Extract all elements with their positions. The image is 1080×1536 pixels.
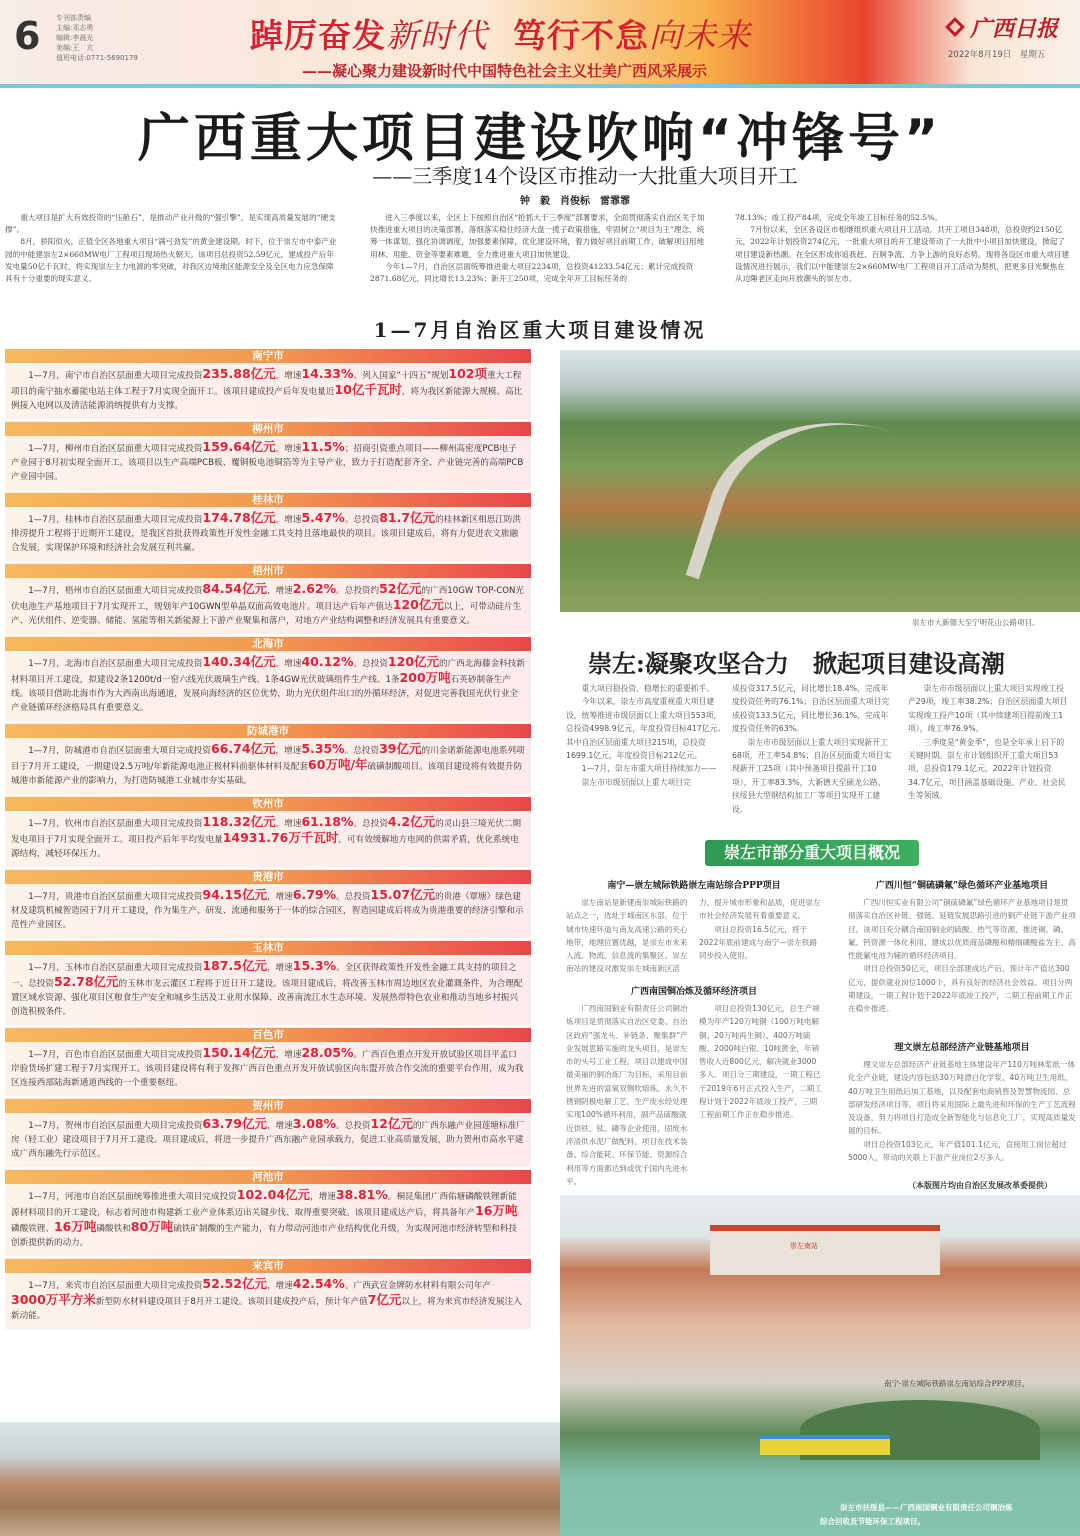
- paragraph: 理文崇左总部经济产业链基地主体建设年产110万吨林浆纸一体化全产业链，建设内容包括30万吨漂白化学浆、40万吨卫生用纸、40万吨卫生用纸后加工基地，以及配套电商销售及智慧物流园、总部研发经济项目等。项目将采用国际上最先进和环保的生产工艺流程及设备，努力将项目打造成全新智能化与信息化工厂，实现高质量发展的目标。: [848, 1060, 1076, 1136]
- masthead-banner: [0, 0, 1080, 88]
- highlight-figure: 16万吨: [475, 1203, 518, 1218]
- section-title: 1—7月自治区重大项目建设情况: [373, 318, 707, 342]
- road-project-photo: [560, 350, 1080, 612]
- text-run: 的贵港（覃塘）绿色建材及建筑机械智造园于7月开工建设，作为集生产、研发、流通和服务于一体的综合园区，智造园建成后将成为贵港重要的经济引擎和示范性产业园区。: [11, 892, 524, 930]
- city-box: [5, 637, 531, 720]
- credit-line: 专刊部责编: [56, 14, 91, 22]
- text-run: ；招商引资重点项目——柳州高密度PCB电子产业园于8月初实现全面开工。该项目以生产高端PCB板、覆铜板电池铜箔等为主导产业，致力于打造配套齐全、产业链完善的高端PCB产业园中园。: [11, 444, 524, 482]
- paragraph: 今年1—7月，自治区层面统筹推进重大项目2234项，总投资41233.54亿元；累计完成投资2871.68亿元，同比增长13.23%；新开工250项，完成全年开工目标任务的: [370, 261, 694, 284]
- highlight-figure: 174.78亿元: [202, 510, 276, 525]
- city-header: 玉林市: [5, 941, 531, 955]
- photo-caption: 综合回收及节能环保工程项目。: [820, 1517, 925, 1526]
- text-run: 磷酸铁和: [96, 1224, 131, 1234]
- text-run: ，可有效缓解地方电网的供需矛盾，优化系统电源结构，减轻环保压力。: [11, 835, 519, 859]
- city-header: 来宾市: [5, 1259, 531, 1273]
- chongzuo-column: [566, 682, 726, 789]
- highlight-figure: 39亿元: [379, 741, 422, 756]
- factory: [760, 1435, 890, 1455]
- headline: 广西重大项目建设吹响“冲锋号”: [137, 109, 943, 169]
- highlight-figure: 52.52亿元: [202, 1276, 267, 1291]
- highlight-figure: 38.81%: [335, 1187, 388, 1202]
- text-run: 1—7月，桂林市自治区层面重大项目完成投资: [28, 515, 203, 525]
- text-run: 。广西武宣金牌防水材料有限公司年产: [344, 1281, 491, 1291]
- city-box: [5, 1028, 531, 1095]
- city-text: [5, 578, 531, 633]
- text-run: ，增速: [275, 746, 302, 756]
- city-box: [5, 422, 531, 489]
- highlight-figure: 159.64亿元: [202, 439, 276, 454]
- highlight-figure: 81.7亿元: [379, 510, 436, 525]
- paragraph: 今年以来，崇左市高度重视重大项目建设，统筹推进市级层面以上重大项目553项，总投资4998.9亿元，年度投资目标417亿元。其中自治区层面重大项目215项，总投资1699.1亿元，年度投资目标212亿元。: [566, 697, 726, 761]
- project-title: 理文崇左总部经济产业链基地项目: [894, 1043, 1030, 1053]
- city-text: [5, 651, 531, 720]
- city-box: [5, 941, 531, 1024]
- text-run: 1—7月，防城港市自治区层面重大项目完成投资: [28, 746, 211, 756]
- city-header: 柳州市: [5, 422, 531, 436]
- project-article: [848, 878, 1076, 1016]
- text-run: 。列入国家“十四五”规划: [353, 371, 449, 381]
- editor-credits: [56, 13, 138, 63]
- station-building: [710, 1225, 940, 1275]
- city-box: [5, 1170, 531, 1255]
- credit-line: 主编:邓志勇: [56, 24, 94, 32]
- text-run: 的玉林市龙云灌区工程将于近日开工建设。该项目建成后，将改善玉林市周边地区农业灌溉条件，为合理配置区域水资源、强化项目区粮食生产安全和城乡生活及工业用水保障、改善南流江水生态环境、发展热带特色农业和推动当地乡村振兴创造积极条件。: [11, 979, 523, 1017]
- text-run: 的广西东融产业园莲塘标准厂房（轻工业）建设项目于7月开工建设。项目建成后，将进一步提升广西东融产业园承载力，促进工业高质量发展，助力贺州市高水平建成广西东融先行示范区。: [11, 1121, 525, 1159]
- byline: 钟 毅 肖俊标 雷霏霏: [520, 196, 630, 207]
- slogan-part: 踔厉奋发: [250, 16, 386, 55]
- highlight-figure: 52亿元: [379, 581, 422, 596]
- paragraph: 进入三季度以来，全区上下按照自治区“抢抓大干三季度”部署要求，全面贯彻落实自治区关于加快推进重大项目的决策部署，落细落实稳住经济大盘一揽子政策措施，牢固树立“项目为王”理念，统筹一体谋划，强化协调调度，加强要素保障，优化建设环境，着力做好项目前期工作，破解项目用地用林、用能、资金等要素难题，全力推进重大项目加快建设。: [370, 213, 705, 259]
- text-run: 1—7月，河池市自治区层面统筹推进重大项目完成投资: [28, 1192, 237, 1202]
- photo-credit: （本版图片均由自治区发展改革委提供）: [908, 1181, 1052, 1190]
- project-article: [848, 1040, 1076, 1164]
- project-article: [566, 984, 822, 1194]
- chongzuo-title: 崇左:凝聚攻坚合力 掀起项目建设高潮: [588, 649, 1005, 678]
- city-text: [5, 1113, 531, 1166]
- paragraph: 7月份以来，全区各设区市相继组织重大项目开工活动，共开工项目348项，总投资约2150亿元，2022年计划投资274亿元，一批重大项目的开工建设带动了一大批中小项目加快建设，掀起了项目建设新热潮。在全区形成你追我赶、百舸争流、力争上游的良好态势。现将各设区市重大项目建设情况进行展示，我们以中能建崇左2×660MW电厂工程项目开工活动为契机，把更多目光聚焦在从边陲老区走向开放潮头的崇左市。: [735, 225, 1070, 284]
- text-run: ，增速: [266, 1121, 293, 1131]
- text-run: 。总投资: [336, 1121, 371, 1131]
- issue-date: 2022年8月19日 星期五: [948, 50, 1046, 60]
- project-title: 广西川恒“铜硫磷氟”绿色循环产业基地项目: [875, 881, 1049, 891]
- slogan-part: 笃行不怠: [512, 16, 649, 55]
- city-text: [5, 1042, 531, 1095]
- city-header: 钦州市: [5, 797, 531, 811]
- text-run: 1—7月，北海市自治区层面重大项目完成投资: [28, 659, 203, 669]
- newspaper-logo: [948, 12, 1058, 43]
- text-run: 1—7月，百色市自治区层面重大项目完成投资: [28, 1050, 203, 1060]
- highlight-figure: 60万吨/年: [308, 757, 368, 772]
- highlight-figure: 66.74亿元: [211, 741, 276, 756]
- city-text: [5, 955, 531, 1024]
- text-run: 1—7月，玉林市自治区层面重大项目完成投资: [28, 963, 203, 973]
- chongzuo-column: [908, 682, 1068, 803]
- photo-caption: 崇左市大新德天至宁明花山公路项目。: [912, 618, 1040, 627]
- highlight-figure: 140.34亿元: [202, 654, 276, 669]
- text-run: 硫铁矿制酸的生产能力，有力带动河池市产业结构优化升级，为实现河池市经济转型和科技创新提供新的动力。: [11, 1224, 517, 1248]
- text-run: 1—7月，贵港市自治区层面重大项目完成投资: [28, 892, 203, 902]
- text-run: ，增速: [275, 659, 302, 669]
- highlight-figure: 28.05%: [301, 1045, 354, 1060]
- text-run: 以上，可带动硅片生产、光伏组件、逆变器、储能、氢能等相关新能源上下游产业聚集和落户，对地方产业结构调整和经济发展具有重要意义。: [11, 602, 522, 626]
- text-run: 的川金诺新能源电池系列项目于7月开工建设，一期建设2.5万吨/年新能源电池正极材料前驱体材料及配套: [11, 746, 525, 772]
- text-run: 。总投资: [353, 659, 388, 669]
- text-run: 。总投资: [336, 892, 371, 902]
- highlight-figure: 150.14亿元: [202, 1045, 276, 1060]
- credit-line: 美编:王 亢: [56, 44, 94, 52]
- highlight-figure: 80万吨: [130, 1219, 174, 1234]
- text-run: 的桂林新区相思江防洪排涝提升工程将于近期开工建设，是我区首批获得政策性开发性金融工具支持且落地最快的项目。该项目建成后，将有力促进农文旅融合发展，实现保护环境和经济社会发展互利共赢。: [11, 515, 522, 553]
- highlight-figure: 102.04亿元: [236, 1187, 311, 1202]
- photo-caption: 南宁-崇左城际铁路崇左南站综合PPP项目。: [884, 1379, 1030, 1388]
- highlight-figure: 40.12%: [301, 654, 354, 669]
- credit-line: 值班电话:0771-5690179: [56, 54, 138, 62]
- photo-caption: 崇左市扶绥县——广西南国铜业有限责任公司铜冶炼: [840, 1503, 1013, 1512]
- city-text: [5, 363, 531, 418]
- highlight-figure: 42.54%: [292, 1276, 345, 1291]
- text-run: ，增速: [275, 819, 302, 829]
- city-header: 贺州市: [5, 1099, 531, 1113]
- logo-icon: [945, 17, 965, 37]
- paragraph: 1—7月，崇左市重大项目持续加力——: [581, 764, 717, 774]
- station-and-copper-photo: [560, 1195, 1080, 1536]
- highlight-figure: 118.32亿元: [202, 814, 276, 829]
- construction-photo: [0, 1422, 560, 1536]
- city-box: [5, 349, 531, 418]
- text-run: 。总投资: [344, 515, 380, 525]
- subheadline: ——三季度14个设区市推动一大批重大项目开工: [372, 164, 798, 188]
- city-box: [5, 493, 531, 560]
- city-header: 贵港市: [5, 870, 531, 884]
- city-header: 河池市: [5, 1170, 531, 1184]
- text-run: 。总投资: [353, 819, 388, 829]
- text-run: 1—7月，梧州市自治区层面重大项目完成投资: [28, 586, 203, 596]
- text-run: ，增速: [275, 1050, 302, 1060]
- paragraph: 崇左市市级层面以上重大项目实现竣工投产29项，竣工率38.2%；自治区层面重大项目实现竣工投产10项（其中续建项目提前竣工1项），竣工率76.9%。: [908, 684, 1068, 734]
- highlight-figure: 3000万平方米: [11, 1292, 96, 1307]
- paragraph: 三季度是“黄金季”，也是全年承上启下的关键时期。崇左市计划组织开工重大项目53项，总投资179.1亿元，2022年计划投资34.7亿元，项目涵盖基础设施、产业、社会民生等领域。: [908, 737, 1066, 801]
- text-run: ，增速: [266, 892, 293, 902]
- city-box: [5, 1099, 531, 1166]
- paragraph: 崇左市市级层面以上重大项目完: [581, 777, 691, 787]
- city-text: [5, 738, 531, 793]
- slogan-subtitle: ——凝心聚力建设新时代中国特色社会主义壮美广西风采展示: [302, 62, 708, 80]
- text-run: 1—7月，贺州市自治区层面重大项目完成投资: [28, 1121, 203, 1131]
- highlight-figure: 16万吨: [53, 1219, 97, 1234]
- highlight-figure: 14931.76万千瓦时: [222, 830, 339, 845]
- text-run: 1—7月，钦州市自治区层面重大项目完成投资: [28, 819, 203, 829]
- highlight-figure: 63.79亿元: [202, 1116, 267, 1131]
- city-header: 南宁市: [5, 349, 531, 363]
- paragraph: 成投资317.5亿元，同比增长18.4%，完成年度投资任务的76.1%；自治区层面重大项目完成投资133.5亿元，同比增长36.1%，完成年度投资任务的63%。: [732, 684, 890, 734]
- paragraph: 项目总投资130亿元，总生产规模为年产120万吨铜（100万吨电解铜、20万吨再生铜）、400万吨硫酸、2000吨白银、10吨黄金，年销售收入近800亿元，解决就业3000多人。项目分三期建设，一期工程已于2019年6月正式投入生产，二期工程计划于2022年底竣工投产，三期工程前期工作正在稳步推进。: [699, 1004, 822, 1120]
- city-text: [5, 436, 531, 489]
- text-run: 重大工程项目的南宁抽水蓄能电站主体工程于7月实现全面开工。该项目建成投产后年发电量近: [11, 371, 522, 397]
- highlight-figure: 94.15亿元: [202, 887, 267, 902]
- station-sign: 崇左南站: [790, 1242, 818, 1250]
- highlight-figure: 6.79%: [292, 887, 337, 902]
- highlight-figure: 12亿元: [370, 1116, 413, 1131]
- city-header: 梧州市: [5, 564, 531, 578]
- text-run: 。总投资约: [336, 586, 380, 596]
- text-run: 1—7月，柳州市自治区层面重大项目完成投资: [28, 444, 203, 454]
- highlight-figure: 3.08%: [292, 1116, 337, 1131]
- text-run: 以上，将为来宾市经济发展注入新动能。: [11, 1297, 522, 1321]
- city-text: [5, 1184, 531, 1255]
- city-box: [5, 870, 531, 937]
- paragraph: 崇左市市级层面以上重大项目实现新开工68项，开工率54.8%；自治区层面重大项目实现新开工25项（其中预备项目提前开工10项），开工率83.3%，大新德天至硕龙公路、扶绥县大型钢结构加工厂等项目实现开工建设。: [732, 737, 892, 814]
- text-run: 。总投资: [344, 746, 380, 756]
- text-run: ，增速: [266, 963, 293, 973]
- city-box: [5, 564, 531, 633]
- text-run: 硫磺制酸项目。该项目建设将有效提升防城港市新能源产业的影响力，为打造防城港工业城市夯实基础。: [11, 762, 523, 786]
- text-run: ，增速: [266, 1281, 293, 1291]
- text-run: 1—7月，来宾市自治区层面重大项目完成投资: [28, 1281, 203, 1291]
- text-run: ，将为我区新能源大规模、高比例接入电网以及清洁能源消纳提供有力支撑。: [11, 387, 523, 411]
- paragraph: 项目总投资103亿元，年产值101.1亿元，直接用工岗位超过5000人，带动的关联上下游产业岗位2万多人。: [848, 1139, 1067, 1163]
- intro-column: [370, 212, 705, 285]
- city-header: 北海市: [5, 637, 531, 651]
- highlight-figure: 120亿元: [387, 654, 440, 669]
- intro-column: [735, 212, 1070, 285]
- city-header: 防城港市: [5, 724, 531, 738]
- newspaper-name: 广西日报: [970, 16, 1059, 42]
- text-run: 石英砂制备生产线。该项目借助北海市作为大西南出海通道，发展向海经济的区位优势，助力光伏组件出口的外循环经济，对促进完善我国光伏行业全产业链循环经济格局具有重要意义。: [11, 675, 519, 713]
- paragraph: 广西川恒实业有限公司“铜硫磷氟”绿色循环产业基地项目是贯彻落实自治区补链、强链、延链发展思路引进的铜产业链下游产业项目。该项目充分耦合南国铜业的硫酸、热气等资源，推进铜、磷、氟、钙资源一体化利用，建成以优质商品磷酸和精细磷酸盐为主、高性能氟电池为辅的循环经济项目。: [848, 898, 1076, 961]
- page-number: 6: [14, 14, 41, 58]
- text-run: ，增速: [275, 371, 302, 381]
- highlight-figure: 4.2亿元: [387, 814, 436, 829]
- text-run: 的广西10GW TOP-CON光伏电池生产基地项目于7月实现开工，规划年产10GWN型单晶双面高效电池片。项目达产后年产值达: [11, 586, 525, 612]
- paragraph: 广西南国铜业有限责任公司铜冶炼项目是贯彻落实自治区党委、自治区政府“强龙头、补链条、聚集群”产业发展思路实施的龙头项目，是崇左市的头号工业工程。项目以建成中国最美丽的铜冶炼厂为目标，采用目前世界先进的富氧双侧吹熔炼、永久不锈钢阴极电解工艺，生产废水经处理实现100%循环利用，副产品硫酸就近供铁、钛、磷等企业使用，固废水淬渣供水泥厂做配料。项目在技术装备、综合能耗、环保节能、资源综合利用等方面都达到或优于国内先进水平。: [566, 1004, 688, 1186]
- highlight-figure: 187.5亿元: [202, 958, 267, 973]
- text-run: 。全区获得政策性开发性金融工具支持的项目之一、总投资: [11, 963, 517, 989]
- highlight-figure: 15.07亿元: [370, 887, 436, 902]
- project-title: 广西南国铜冶炼及循环经济项目: [630, 987, 757, 997]
- text-run: ，增速: [275, 515, 302, 525]
- text-run: 1—7月，南宁市自治区层面重大项目完成投资: [28, 371, 203, 381]
- highlight-figure: 102项: [448, 366, 487, 381]
- text-run: 。桐昆集团广西佑塘磷酸铁锂新能源材料项目的开工建设，标志着河池市构建新工业产业体系迈出关键步伐、取得重要突破。该项目建成达产后，将具备年产: [11, 1192, 517, 1218]
- text-run: 的广西北海藤金科技新材料项目开工建设，拟建设2条1200t/d一窑六线光伏玻璃生产线、1条4GW光伏玻璃组件生产线、1条: [11, 659, 525, 685]
- paragraph: 重大项目是扩大有效投资的“压舱石”，是推动产业升级的“强引擎”，是实现高质量发展的“硬支撑”。: [5, 213, 336, 235]
- slogan-part: 向未来: [648, 16, 751, 55]
- highlight-figure: 235.88亿元: [202, 366, 276, 381]
- highlight-figure: 84.54亿元: [202, 581, 267, 596]
- city-header: 百色市: [5, 1028, 531, 1042]
- city-header: 桂林市: [5, 493, 531, 507]
- highlight-figure: 200万吨: [399, 670, 451, 685]
- project-article: [566, 878, 822, 976]
- text-run: 磷酸铁锂、: [11, 1224, 54, 1234]
- slogan: [250, 10, 751, 57]
- highlight-figure: 120亿元: [392, 597, 444, 612]
- text-run: 新型防水材料建设项目于8月开工建设。该项目建成投产后，预计年产值: [95, 1297, 368, 1307]
- credit-line: 编辑:李晨光: [56, 34, 94, 42]
- project-title: 南宁—崇左城际铁路崇左南站综合PPP项目: [607, 881, 781, 891]
- text-run: ，增速: [266, 586, 293, 596]
- text-run: 的灵山县三境光伏二期发电项目于7月实现全面开工。项目投产后年平均发电量: [11, 819, 522, 845]
- highlight-figure: 15.3%: [292, 958, 337, 973]
- highlight-figure: 11.5%: [301, 439, 345, 454]
- paragraph: 项目总投资50亿元，项目全部建成达产后，预计年产值达300亿元，提供就业岗位1000个，具有良好的经济社会效益。项目分两期建设，一期工程计划于2022年底竣工投产，二期工程前期工作正在稳步推进。: [848, 964, 1073, 1014]
- overview-banner: 崇左市部分重大项目概况: [705, 840, 919, 866]
- city-text: [5, 884, 531, 937]
- highlight-figure: 52.78亿元: [53, 974, 119, 989]
- chongzuo-column: [732, 682, 892, 816]
- road: [685, 385, 994, 612]
- text-run: ，增速: [310, 1192, 336, 1202]
- city-text: [5, 811, 531, 866]
- highlight-figure: 14.33%: [301, 366, 354, 381]
- highlight-figure: 2.62%: [292, 581, 337, 596]
- highlight-figure: 10亿千瓦时: [334, 382, 402, 397]
- highlight-figure: 61.18%: [301, 814, 354, 829]
- highlight-figure: 5.35%: [301, 741, 345, 756]
- paragraph: 重大项目稳投资、稳增长的重要抓手。: [581, 684, 715, 693]
- city-box: [5, 1259, 531, 1328]
- slogan-part: 新时代: [386, 16, 488, 55]
- text-run: ，增速: [275, 444, 302, 454]
- paragraph: 8月，骄阳似火，正值全区各地重大项目“满弓劲发”的黄金建设期。时下，位于崇左市中泰产业园的中能建崇左2×660MW电厂工程项目现场热火朝天。该项目总投资52.59亿元，建成投产后年发电量50亿千瓦时，将实现崇左主力电源的零突破，对我区边境地区能源安全及全区电力应急保障具有十分重要的现实意义。: [5, 237, 337, 284]
- text-run: 。广西百色重点开发开放试验区项目平孟口岸验货场扩建工程于7月实现开工。该项目建设将有利于发挥广西百色重点开发开放试验区向东盟开放合作交流的重要平台作用，成为我区连接西部陆海新通道西线的一个重要枢纽。: [11, 1050, 524, 1088]
- city-box: [5, 724, 531, 793]
- city-box: [5, 797, 531, 866]
- city-list: [5, 349, 531, 1421]
- city-text: [5, 507, 531, 560]
- paragraph: 崇左南站是新建南崇城际铁路的站点之一，选址于城南区东部，位于城市快速环道与南友高速公路的夹心地带，地理位置优越，是崇左市未来人流、物流、信息流的集聚区。崇左南站的建设对激发崇左城南新区活力，提升城市形象和品质，促进崇左市社会经济发展有着重要意义。: [566, 898, 821, 974]
- highlight-figure: 7亿元: [367, 1292, 402, 1307]
- intro-column: [5, 212, 340, 285]
- city-text: [5, 1273, 531, 1328]
- paragraph: 78.13%；竣工投产84项，完成全年竣工目标任务的52.5%。: [735, 213, 943, 222]
- paragraph: 项目总投资16.5亿元，将于2022年底前建成与南宁—崇左铁路同步投入使用。: [699, 924, 818, 961]
- highlight-figure: 5.47%: [301, 510, 345, 525]
